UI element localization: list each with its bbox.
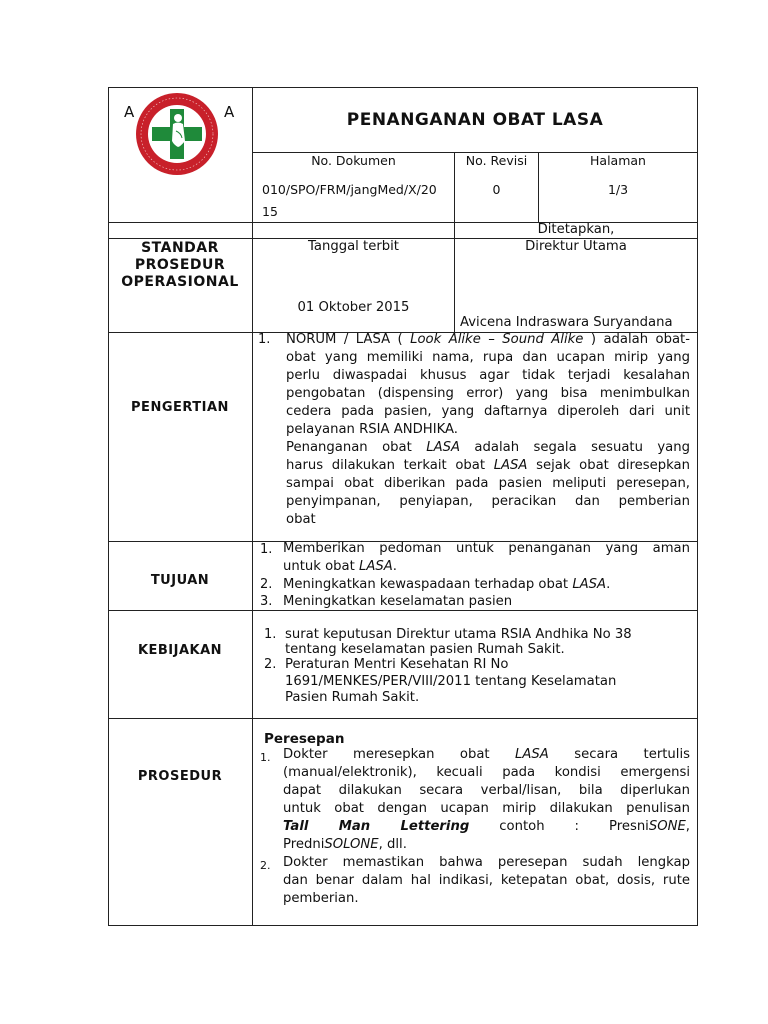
pengertian-line-7-c: adalah segala sesuatu yang	[474, 440, 690, 455]
tujuan-item-1-period: .	[392, 559, 397, 574]
prosedur-item-1-line-2: (manual/elektronik), kecuali pada kondisi emergensi	[283, 765, 690, 780]
ditetapkan-label: Ditetapkan,	[537, 222, 615, 237]
pengertian-line-10: penyimpanan, penyiapan, peracikan dan pemberian	[286, 494, 690, 509]
tujuan-number-3: 3.	[260, 594, 273, 609]
no-dokumen-value-line1: 010/SPO/FRM/jangMed/X/20	[262, 182, 437, 197]
pengertian-line-1-italic: Look Alike – Sound Alike	[410, 332, 584, 347]
pengertian-label: PENGERTIAN	[131, 400, 229, 415]
tujuan-item-1-line-2	[283, 558, 397, 576]
no-revisi-label: No. Revisi	[465, 153, 528, 168]
prosedur-item-1-w1: Dokter	[283, 747, 328, 762]
peresepan-heading: Peresepan	[264, 731, 345, 747]
prosedur-item-1-w3: obat	[459, 747, 490, 762]
prosedur-tall-man-lettering: Tall Man Lettering	[283, 819, 470, 834]
document-title: PENANGANAN OBAT LASA	[346, 110, 604, 130]
no-dokumen-value-line2: 15	[262, 204, 278, 219]
prosedur-example-1-a: Presni	[608, 819, 649, 834]
tujuan-item-2-period: .	[606, 577, 611, 592]
tujuan-item-2-a: Meningkatkan kewaspadaan terhadap obat	[283, 577, 569, 592]
table-border-bottom	[108, 925, 698, 926]
prosedur-colon: :	[574, 819, 579, 834]
kebijakan-number-2: 2.	[264, 657, 277, 672]
pengertian-line-8	[286, 457, 690, 475]
kebijakan-bottom-rule	[108, 718, 698, 719]
kebijakan-label: KEBIJAKAN	[137, 643, 223, 658]
prosedur-item-1-lasa: LASA	[515, 747, 549, 762]
kebijakan-item-1-line-1: surat keputusan Direktur utama RSIA Andhika No 38	[285, 627, 632, 642]
prosedur-item-1-line-5	[283, 818, 690, 836]
prosedur-item-1-line-4: untuk obat dengan ucapan mirip dilakukan penulisan	[283, 801, 690, 816]
prosedur-number-2: 2.	[260, 859, 271, 872]
no-dokumen-label: No. Dokumen	[311, 153, 396, 168]
pengertian-line-8-italic: LASA	[493, 458, 528, 473]
tujuan-item-1-italic: LASA	[358, 559, 393, 574]
spo-label-line2: PROSEDUR	[134, 257, 226, 273]
prosedur-label: PROSEDUR	[137, 769, 223, 784]
pengertian-line-5: cedera pada pasien, yang daftarnya diperoleh dari unit	[286, 404, 690, 419]
halaman-value: 1/3	[607, 182, 629, 197]
tanggal-terbit-value: 01 Oktober 2015	[297, 300, 410, 315]
logo-letter-left: A	[124, 103, 135, 121]
spo-label-line1: STANDAR	[141, 240, 219, 256]
prosedur-item-1-line-3: dapat dilakukan secara verbal/lisan, bila diperlukan	[283, 783, 690, 798]
pengertian-line-7-a: Penanganan obat	[286, 440, 412, 455]
pengertian-line-1	[286, 331, 690, 349]
prosedur-item-1-w2: meresepkan	[353, 747, 435, 762]
pengertian-line-11: obat	[286, 512, 316, 527]
prosedur-example-1	[609, 819, 690, 834]
prosedur-item-2-line-2: dan benar dalam hal indikasi, ketepatan obat, dosis, rute	[283, 873, 690, 888]
table-border-top	[108, 87, 698, 88]
kebijakan-item-2-line-2: 1691/MENKES/PER/VIII/2011 tentang Keselamatan	[285, 674, 617, 689]
tanggal-terbit-label: Tanggal terbit	[308, 239, 399, 254]
pengertian-line-3: perlu diwaspadai khusus agar tidak terjadi kesalahan	[286, 368, 690, 383]
tujuan-item-3: Meningkatkan keselamatan pasien	[283, 594, 513, 609]
no-revisi-value: 0	[492, 182, 501, 197]
prosedur-item-2-line-1: Dokter memastikan bahwa peresepan sudah lengkap	[283, 855, 690, 870]
pengertian-line-7	[286, 439, 690, 457]
logo-letter-right: A	[224, 103, 235, 121]
table-border-right	[697, 87, 698, 926]
pengertian-line-8-c: sejak obat diresepkan	[536, 458, 690, 473]
hospital-logo	[110, 89, 250, 179]
director-name: Avicena Indraswara Suryandana	[460, 315, 673, 330]
spo-label	[109, 240, 251, 291]
prosedur-item-1-w5: secara	[574, 747, 619, 762]
pengertian-line-1-c: ) adalah obat-	[590, 332, 690, 347]
pengertian-line-7-italic: LASA	[426, 440, 460, 455]
prosedur-item-1-line-6	[283, 836, 407, 854]
prosedur-example-2-a: Predni	[283, 837, 325, 852]
prosedur-example-2-c: , dll.	[378, 837, 407, 852]
tujuan-item-1-line-2-a: untuk obat	[283, 559, 355, 574]
pengertian-line-1-a: NORUM / LASA (	[286, 332, 403, 347]
kebijakan-item-2-line-3: Pasien Rumah Sakit.	[285, 690, 420, 705]
pengertian-line-8-a: harus dilakukan terkait obat	[286, 458, 486, 473]
prosedur-example-1-comma: ,	[685, 819, 690, 834]
kebijakan-number-1: 1.	[264, 627, 277, 642]
tujuan-item-1-line-1: Memberikan pedoman untuk penanganan yang aman	[283, 541, 690, 556]
prosedur-item-2-line-3: pemberian.	[283, 891, 359, 906]
prosedur-contoh: contoh	[499, 819, 545, 834]
prosedur-item-1-w6: tertulis	[643, 747, 690, 762]
label-column-divider	[252, 87, 253, 926]
prosedur-number-1: 1.	[260, 751, 271, 764]
pengertian-line-4: pengobatan (dispensing error) yang bisa menimbulkan	[286, 386, 690, 401]
kebijakan-item-1-line-2: tentang keselamatan pasien Rumah Sakit.	[285, 642, 565, 657]
tujuan-item-2	[283, 576, 610, 594]
prosedur-item-1-line-1	[283, 746, 690, 764]
pengertian-line-9: sampai obat diberikan pada pasien meliputi peresepan,	[286, 476, 690, 491]
logo-emblem	[134, 91, 220, 177]
table-border-left	[108, 87, 109, 926]
prosedur-example-2-b: SOLONE	[324, 837, 379, 852]
kebijakan-item-2-line-1: Peraturan Mentri Kesehatan RI No	[285, 657, 509, 672]
pengertian-line-6: pelayanan RSIA ANDHIKA.	[286, 422, 458, 437]
pengertian-line-2: obat yang memiliki nama, rupa dan ucapan mirip yang	[286, 350, 690, 365]
spo-label-line3: OPERASIONAL	[121, 274, 239, 290]
tujuan-item-2-italic: LASA	[572, 577, 607, 592]
direktur-utama-label: Direktur Utama	[525, 239, 627, 254]
tujuan-number-2: 2.	[260, 577, 273, 592]
tujuan-label: TUJUAN	[150, 573, 210, 588]
prosedur-example-1-b: SONE	[648, 819, 686, 834]
halaman-label: Halaman	[590, 153, 646, 168]
pengertian-item-number: 1.	[258, 332, 271, 347]
tujuan-number-1: 1.	[260, 542, 273, 557]
